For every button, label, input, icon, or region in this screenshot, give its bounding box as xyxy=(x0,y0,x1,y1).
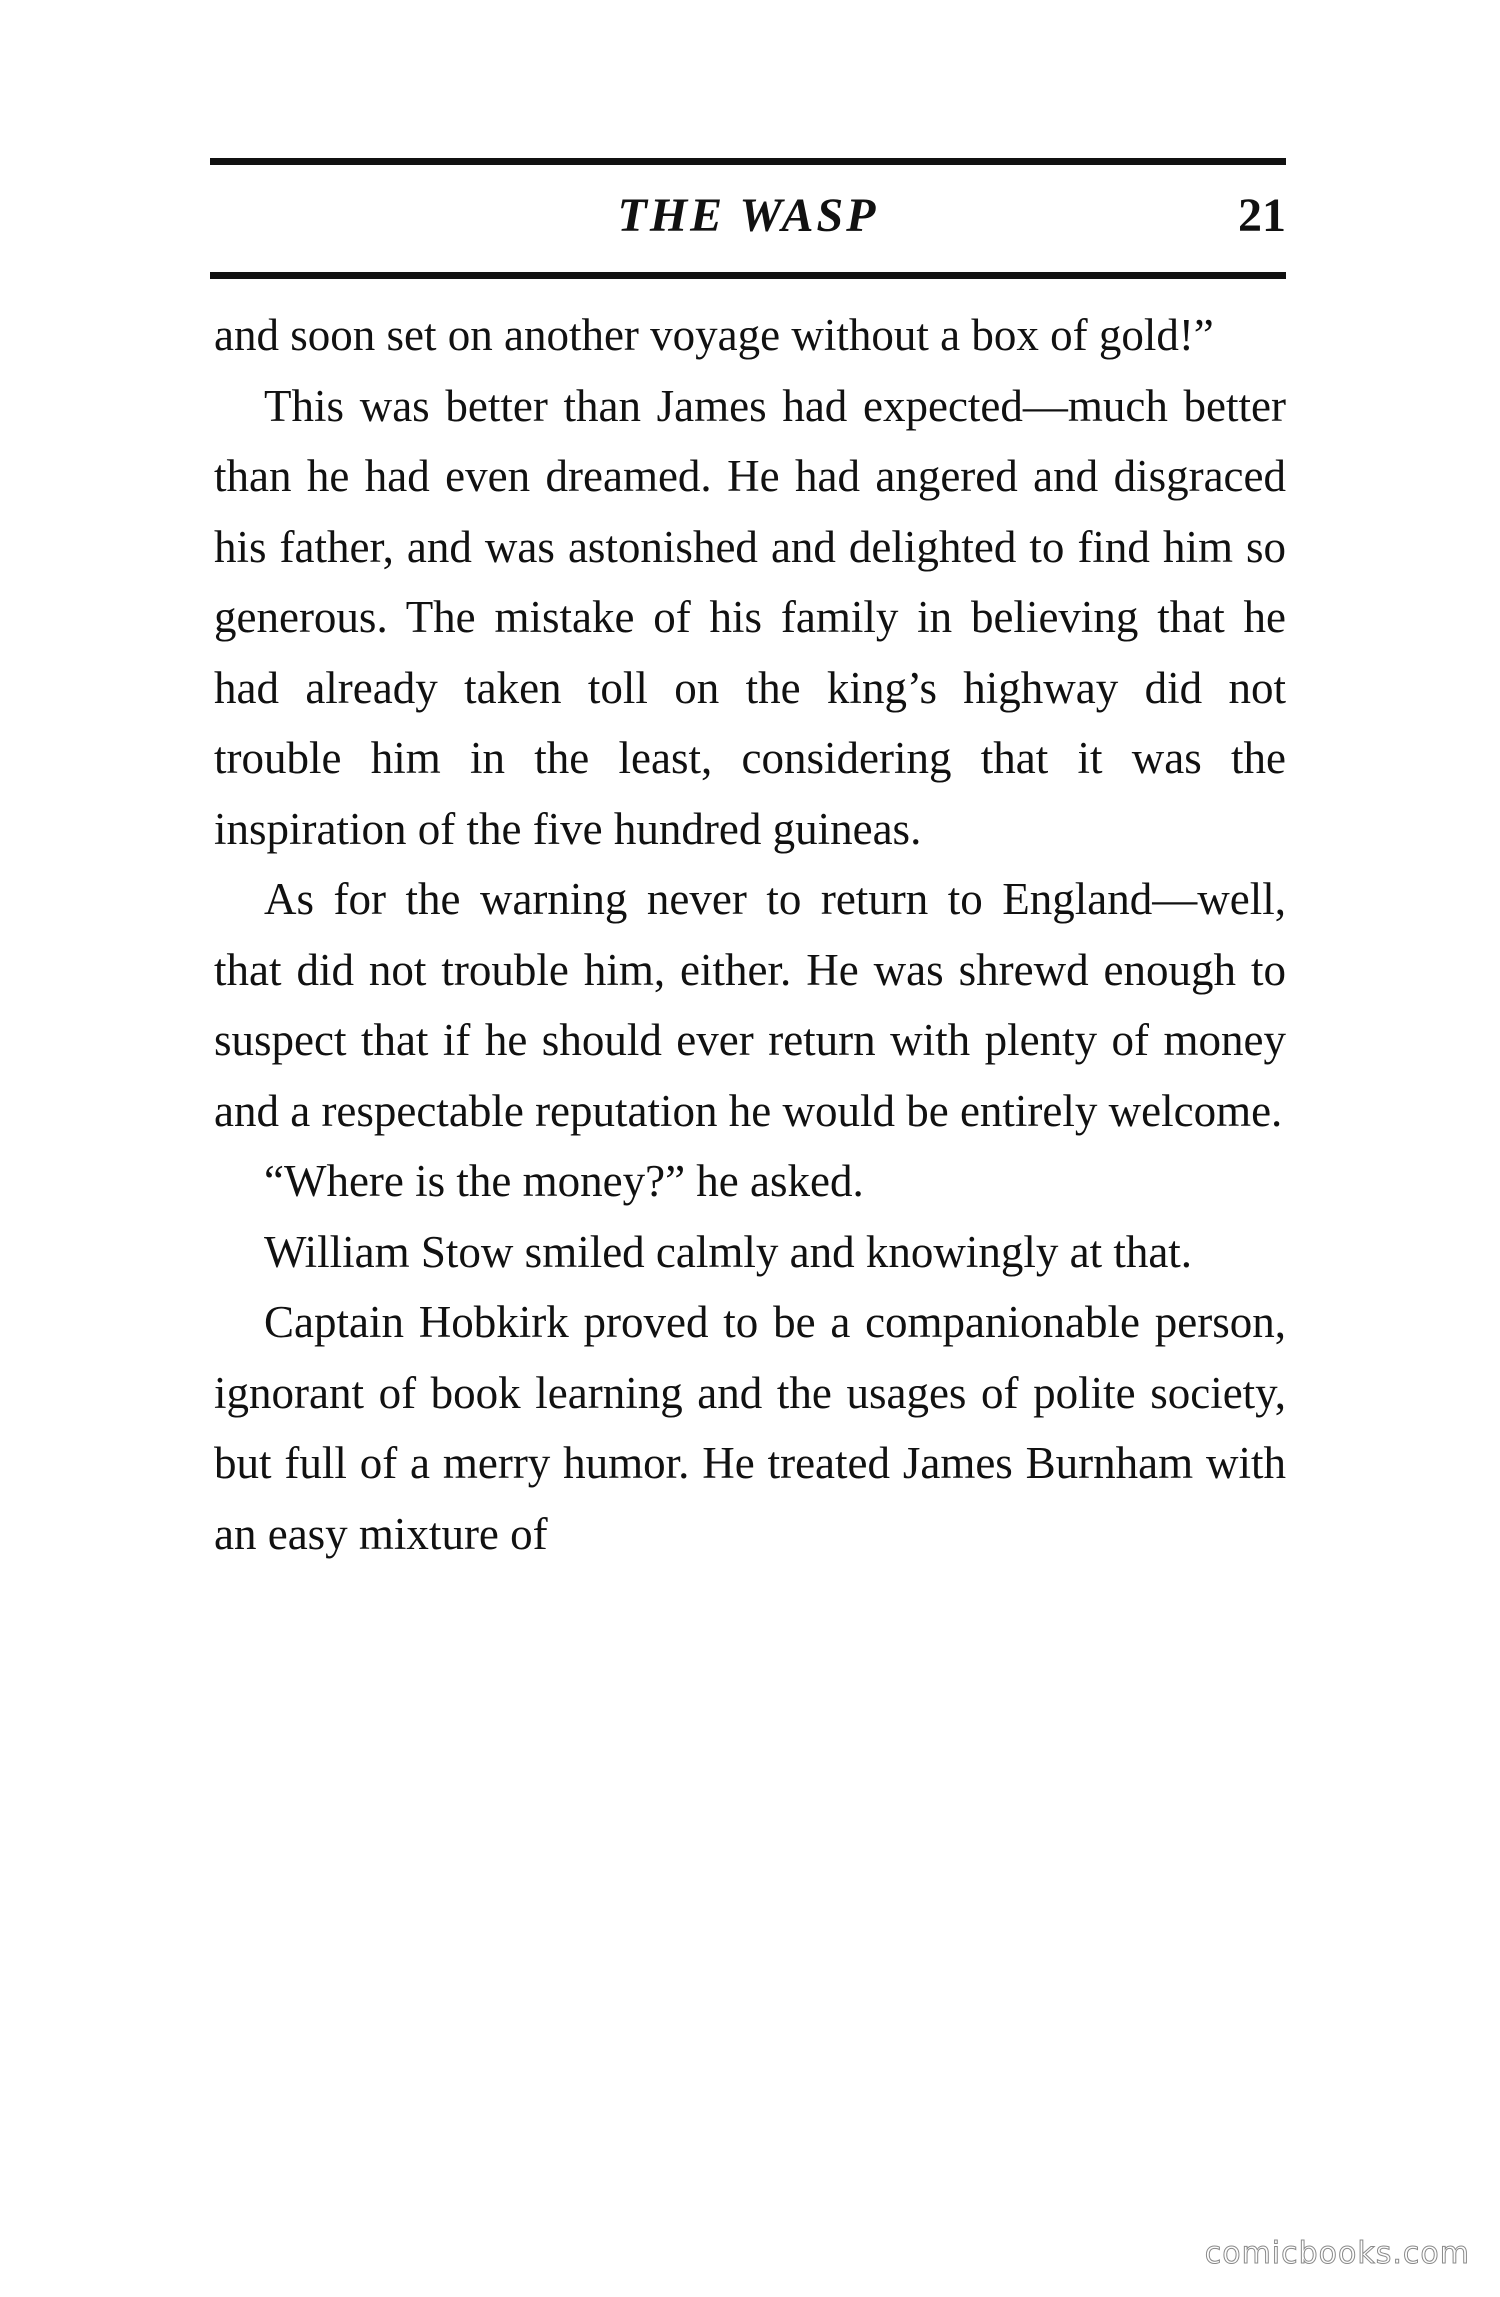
paragraph: “Where is the money?” he asked. xyxy=(264,1156,864,1206)
paragraph: As for the warning never to return to England—well, that did not trouble him, either. He was shrewd enough to suspect that if he should ever return with plenty of money and a respectable reputation he would be entirely welcome. xyxy=(214,874,1286,1136)
body-text xyxy=(214,300,1286,1569)
paragraph: and soon set on another voyage without a box of gold!” xyxy=(214,310,1214,360)
header-top-rule xyxy=(210,158,1286,165)
paragraph: This was better than James had expected—much better than he had even dreamed. He had angered and disgraced his father, and was astonished and delighted to find him so generous. The mistake of his family in believing that he had already taken toll on the king’s highway did not trouble him in the least, considering that it was the inspiration of the five hundred guineas. xyxy=(214,380,1286,854)
paragraph: Captain Hobkirk proved to be a companionable person, ignorant of book learning and the usages of polite society, but full of a merry humor. He treated James Burnham with an easy mixture of xyxy=(214,1297,1286,1559)
watermark: comicbooks.com xyxy=(1204,2236,1470,2271)
header-bottom-rule xyxy=(210,272,1286,279)
page-number: 21 xyxy=(1238,189,1286,242)
running-head-title: THE WASP xyxy=(617,189,879,242)
running-head xyxy=(210,188,1286,258)
paragraph: William Stow smiled calmly and knowingly at that. xyxy=(264,1226,1193,1277)
